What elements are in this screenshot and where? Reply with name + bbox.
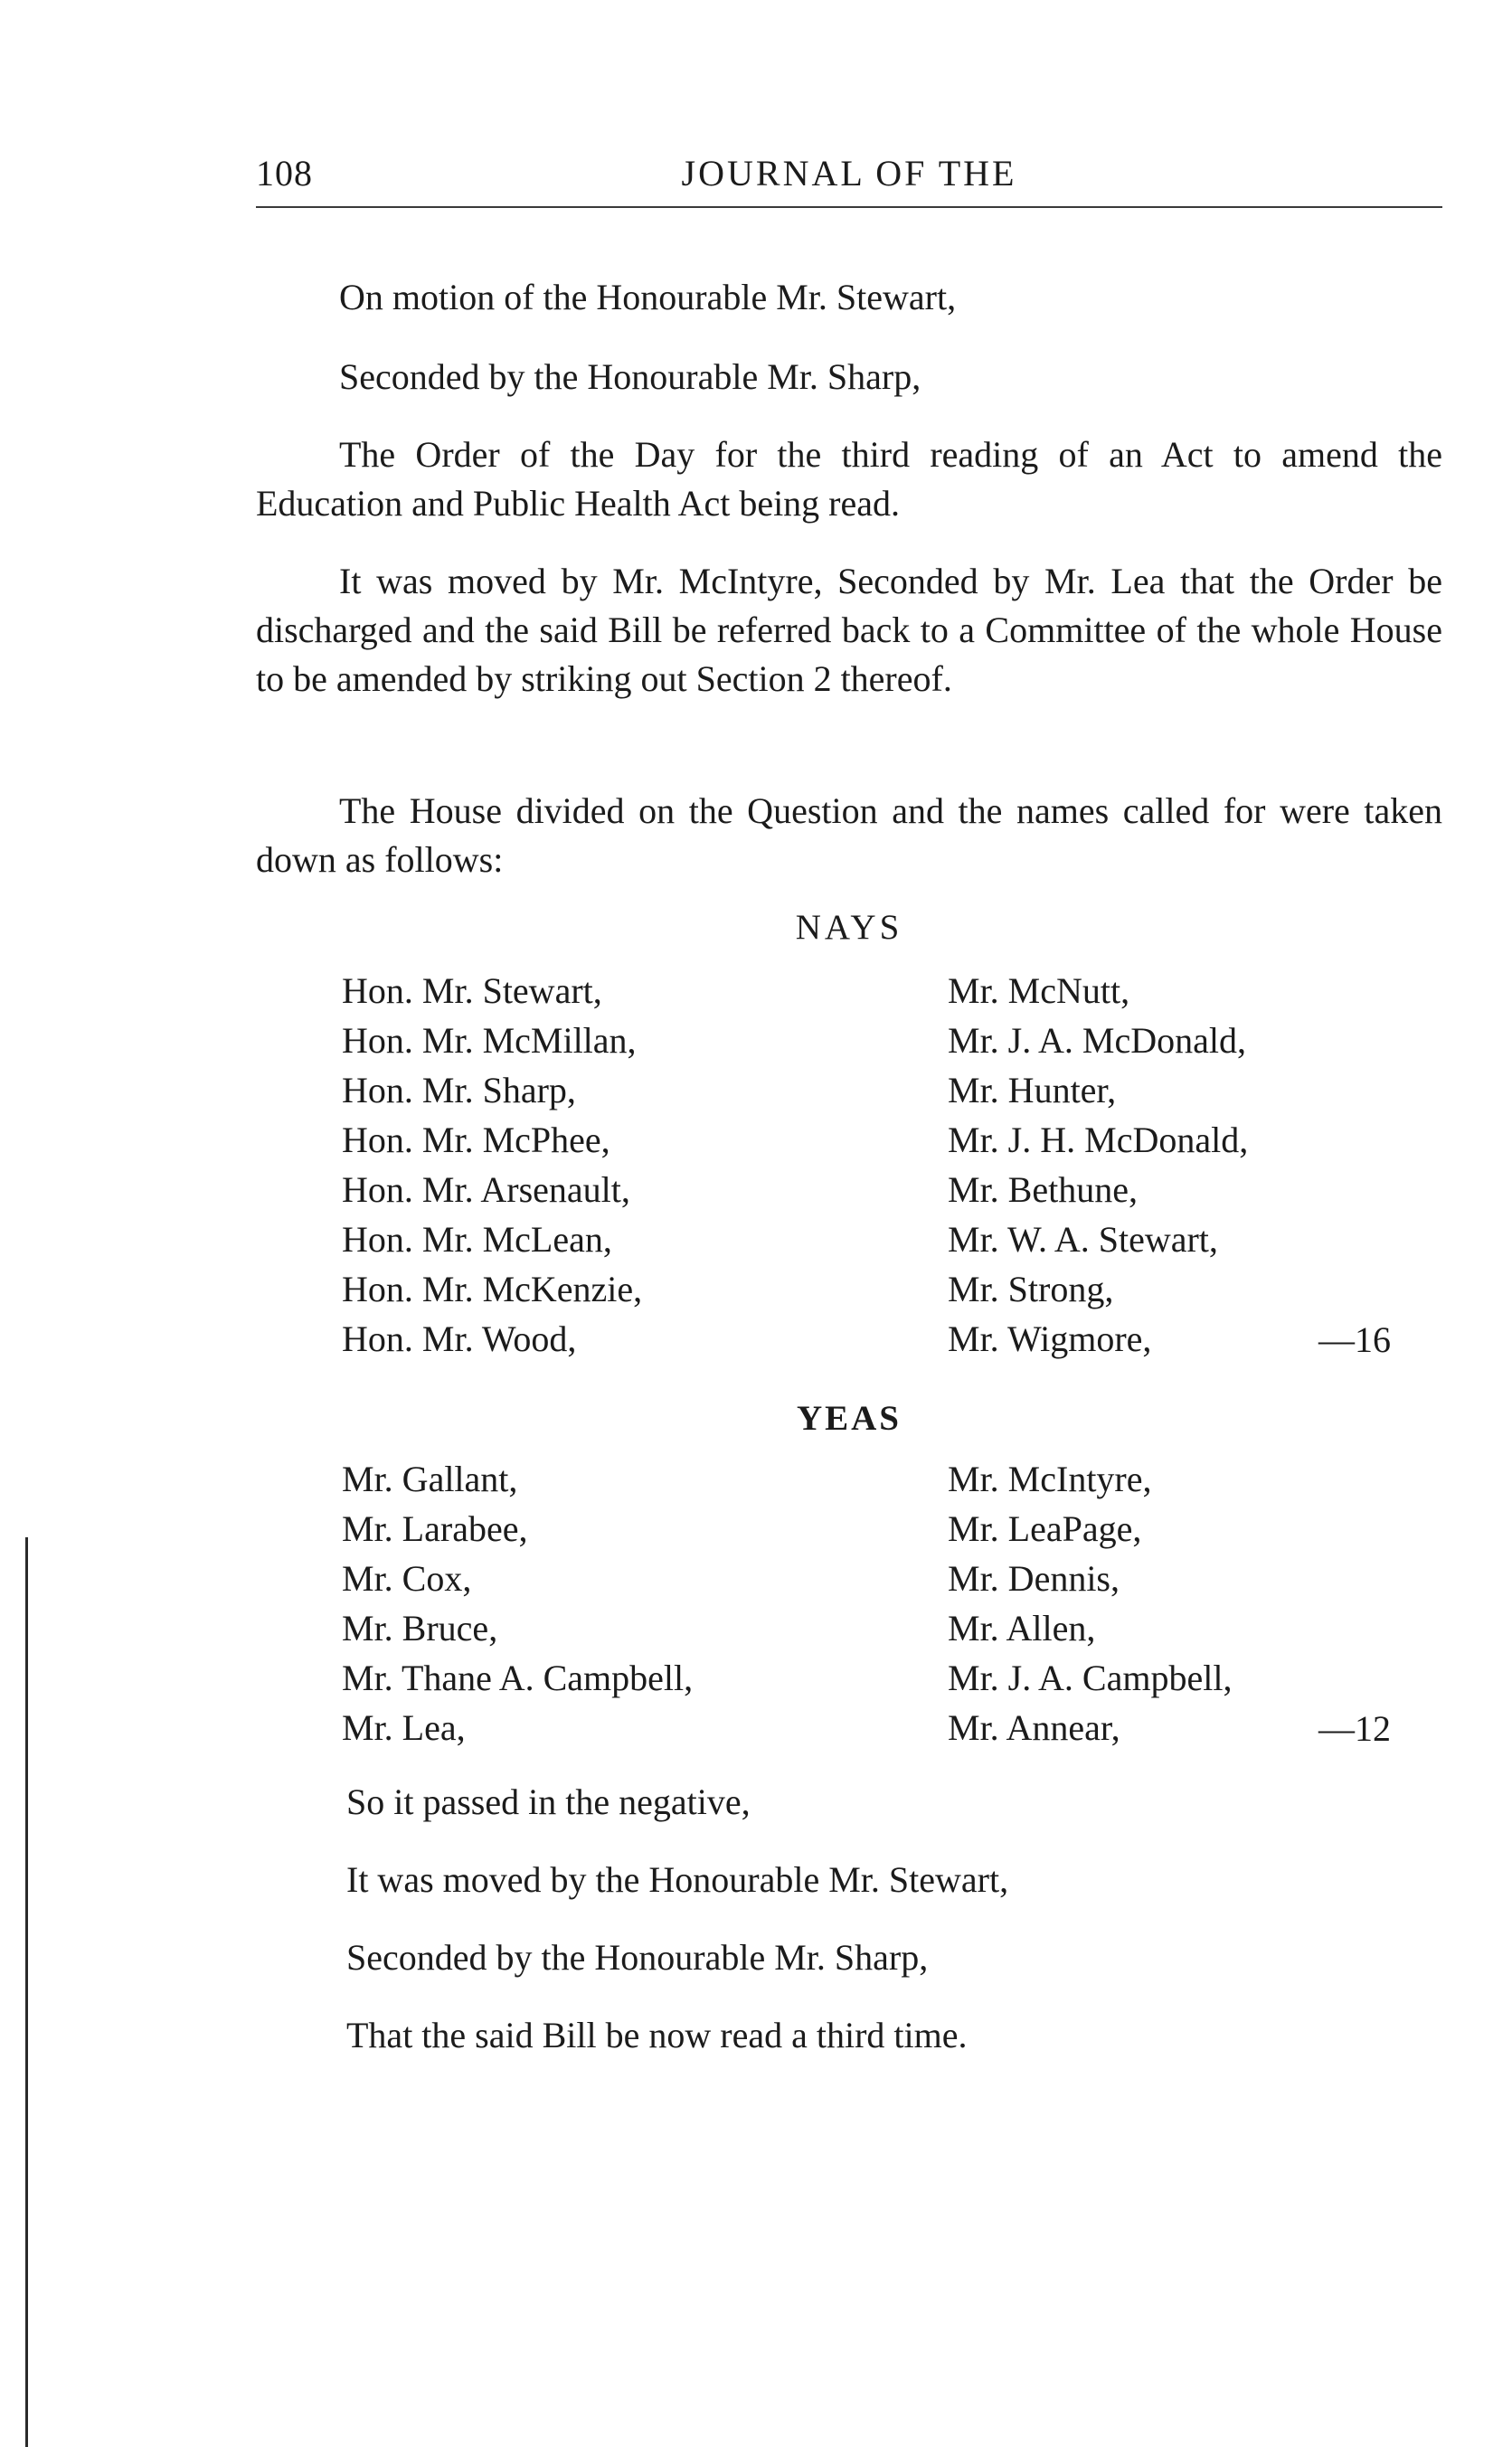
running-title: JOURNAL OF THE: [681, 153, 1017, 194]
yeas-member: Mr. Dennis,: [948, 1558, 1120, 1599]
nays-member: Hon. Mr. Wood,: [342, 1318, 577, 1359]
nays-member: Hon. Mr. Sharp,: [342, 1070, 576, 1110]
yeas-left-column: [342, 1454, 693, 1753]
header-rule: [256, 206, 1442, 208]
seconded-paragraph: Seconded by the Honourable Mr. Sharp,: [339, 356, 921, 397]
nays-member: Mr. Wigmore,: [948, 1318, 1152, 1359]
nays-right-column: [948, 966, 1248, 1364]
yeas-member: Mr. LeaPage,: [948, 1508, 1142, 1549]
nays-member: Hon. Mr. McPhee,: [342, 1120, 610, 1160]
yeas-total: —12: [1318, 1708, 1391, 1749]
amendment-motion-paragraph: It was moved by Mr. McIntyre, Seconded by Mr. Lea that the Order be discharged and the said Bill be referred back to a Committee of the whole House to be amended by striking out Section 2 thereof.: [256, 561, 1442, 699]
yeas-member: Mr. Lea,: [342, 1707, 466, 1748]
nays-member: Hon. Mr. McMillan,: [342, 1020, 637, 1061]
nays-member: Mr. J. H. McDonald,: [948, 1120, 1249, 1160]
nays-member: Hon. Mr. McLean,: [342, 1219, 612, 1260]
page-header: [256, 145, 1442, 199]
yeas-member: Mr. Thane A. Campbell,: [342, 1658, 694, 1698]
yeas-member: Mr. J. A. Campbell,: [948, 1658, 1233, 1698]
nays-member: Mr. Strong,: [948, 1269, 1114, 1309]
nays-heading: NAYS: [795, 908, 903, 947]
nays-member: Mr. Bethune,: [948, 1169, 1138, 1210]
yeas-heading: YEAS: [796, 1399, 902, 1438]
nays-member: Mr. McNutt,: [948, 970, 1130, 1011]
page-edge-line: [25, 1537, 28, 2447]
page-number: 108: [256, 153, 313, 194]
yeas-member: Mr. Bruce,: [342, 1608, 498, 1649]
nays-member: Mr. W. A. Stewart,: [948, 1219, 1218, 1260]
third-reading-seconded-paragraph: Seconded by the Honourable Mr. Sharp,: [346, 1937, 929, 1978]
nays-member: Hon. Mr. McKenzie,: [342, 1269, 643, 1309]
nays-member: Hon. Mr. Stewart,: [342, 970, 602, 1011]
nays-member: Mr. Hunter,: [948, 1070, 1117, 1110]
third-reading-motion-paragraph: It was moved by the Honourable Mr. Stewart,: [346, 1859, 1009, 1900]
yeas-member: Mr. Annear,: [948, 1707, 1120, 1748]
nays-total: —16: [1318, 1319, 1391, 1360]
negative-result-paragraph: So it passed in the negative,: [346, 1781, 751, 1822]
yeas-right-column: [948, 1454, 1232, 1753]
yeas-member: Mr. Allen,: [948, 1608, 1096, 1649]
nays-member: Mr. J. A. McDonald,: [948, 1020, 1246, 1061]
yeas-member: Mr. Larabee,: [342, 1508, 528, 1549]
yeas-member: Mr. Cox,: [342, 1558, 472, 1599]
third-reading-resolution-paragraph: That the said Bill be now read a third time.: [346, 2015, 968, 2055]
yeas-member: Mr. Gallant,: [342, 1459, 518, 1499]
order-of-day-paragraph: The Order of the Day for the third reading of an Act to amend the Education and Public Health Act being read.: [256, 434, 1442, 524]
division-paragraph: The House divided on the Question and the names called for were taken down as follows:: [256, 790, 1442, 880]
motion-paragraph: On motion of the Honourable Mr. Stewart,: [339, 277, 957, 317]
nays-left-column: [342, 966, 642, 1364]
yeas-member: Mr. McIntyre,: [948, 1459, 1152, 1499]
nays-member: Hon. Mr. Arsenault,: [342, 1169, 630, 1210]
